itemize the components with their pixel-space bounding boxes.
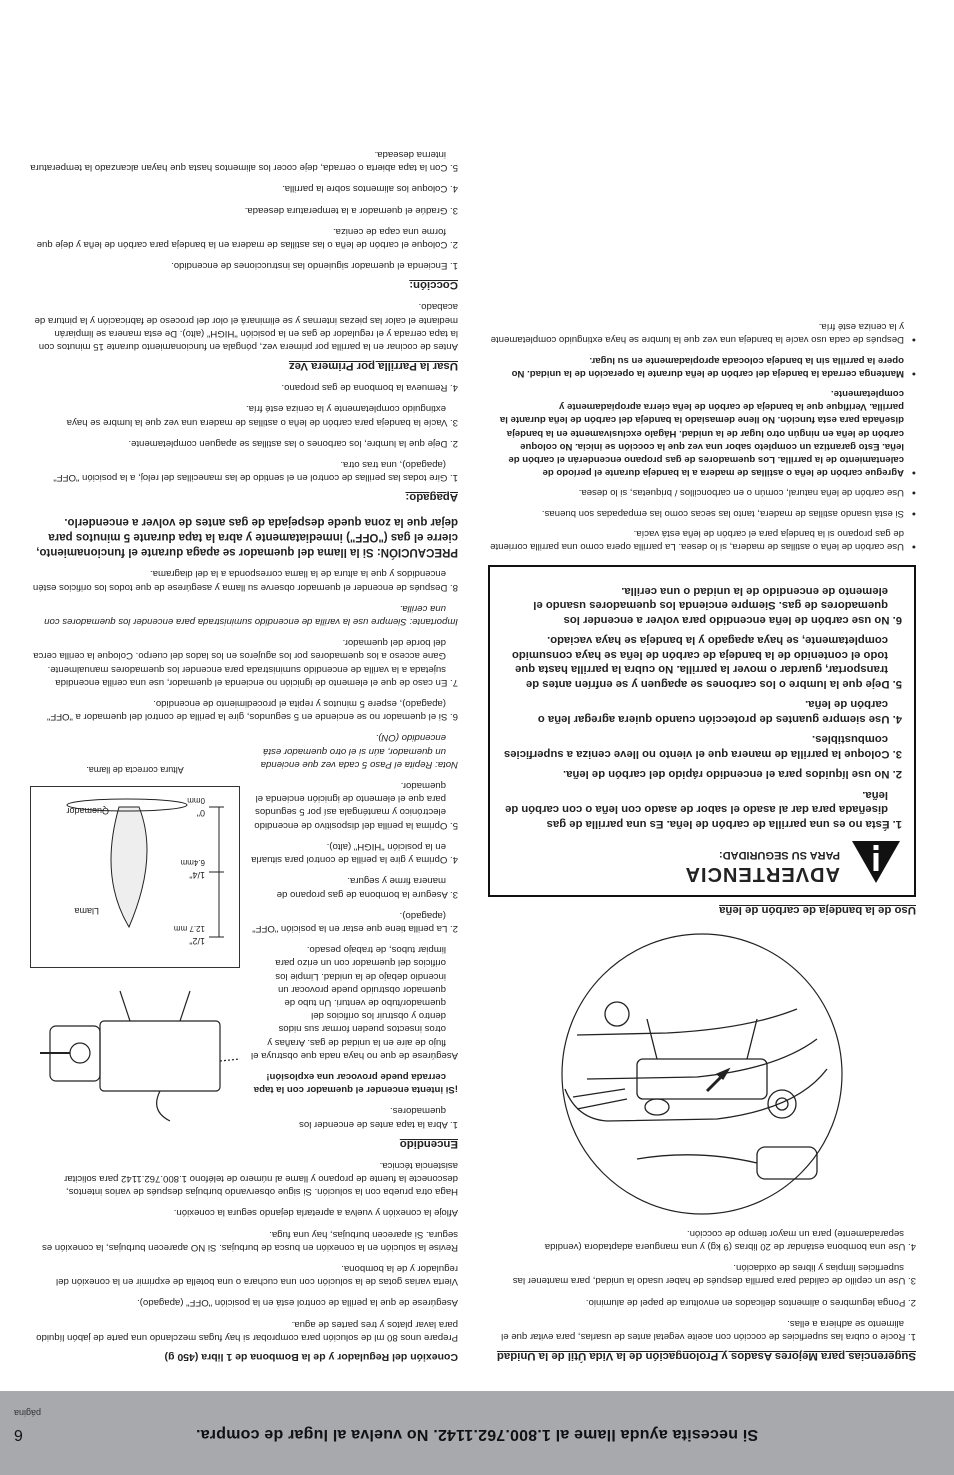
warning-triangle-icon xyxy=(850,839,902,885)
first-use-title: Usar la Parrilla por Primera Vez xyxy=(288,360,458,373)
bullet-item: ● Agregue carbón de leña o astillas de madera a la bandeja durante el período de calentamiento de la parrilla. Los quemadores de gas propano encenderán el carbón de leña. Esto garantiza un completo sabor una vez que la cocción se inicia. No coloque carbón de leña en ningún otro lugar de la unidad. Hágalo exclusivamente en la bandeja diseñada para esta función. No llene demasiado la bandeja del carbón de leña durante la parrilla. Verifique que la bandeja de carbón de leña cierra apropiadamente y completamente. xyxy=(488,387,916,479)
off-step: 4. Remueva la bombona de gas propano. xyxy=(281,382,458,394)
help-banner xyxy=(0,1391,954,1475)
cooking-step: 4. Coloque los alimentos sobre la parrilla. xyxy=(282,183,458,195)
connection-paragraph: Asegúrese de que la perilla de control está en la posición "OFF" (apagado). xyxy=(137,1297,458,1309)
warning-item: 2. No use líquidos para el encendido rápido del carbón de leña. xyxy=(563,768,902,781)
cooking-step: 2. Coloque el carbón de leña o las astillas de madera en la bandeja para carbón de leña y deje que forme una capa de ceniza. xyxy=(36,225,458,251)
charcoal-tray-illustration xyxy=(547,929,857,1219)
warning-box xyxy=(488,565,916,897)
lighting-note: Nota: Repita el Paso 5 cada vez que encienda un quemador, aún si el otro quemador está encendido (ON). xyxy=(260,732,458,770)
cooking-title: Cocción: xyxy=(409,279,458,292)
lighting-step: 2. La perilla tiene que estar en la posición "OFF" (apagado). xyxy=(252,909,458,934)
bullet-item: ● Mantenga cerrada la bandeja del carbón de leña durante la operación de la unidad. No opere la parrilla sin la bandeja colocada apropiadamente en su lugar. xyxy=(488,353,916,379)
height-label-mm: 0mm xyxy=(187,796,205,806)
height-label: 0" xyxy=(196,808,205,819)
tip-item: 4. Use una bombona estándar de 20 libras (9 kg) y una manguera adaptadora (vendida separadamente) para un mayor tiempo de cocción. xyxy=(544,1227,916,1252)
lighting-step: Asegúrese de que no haya nada que obstruya el flujo de aire en la unidad de gas. Arañas y otros insectos pueden formar sus nidos dentro y obstruir los orificios del quemador/tubo de venturi. Un tubo de quemador obstruido puede provocar un incendio debajo de la unidad. Limpie los orificios del quemador con un erizo para limpiar tubos, de trabajo pesado. xyxy=(251,944,458,1061)
tray-title: Uso de la bandeja de carbón de leña xyxy=(719,903,916,916)
off-step: 1. Gire todas las perillas de control en el sentido de las manecillas del reloj, a la posición "OFF" (apagado), una tras otra. xyxy=(53,459,458,484)
right-column xyxy=(30,140,458,1363)
warning-item: 5. Deje que la lumbre o los carbones se apaguen y se enfríen antes de transportar, guardar o mover la parrilla. No cubra la parrilla hasta que todo el contenido de la bandeja de carbón de leña se haya consumido completamente, se haya apagado y la bandeja se haya vaciado. xyxy=(511,634,902,690)
help-text: Si necesita ayuda llame al 1.800.762.1142. No vuelva al lugar de compra. xyxy=(195,1426,759,1443)
page-label: página xyxy=(14,1408,42,1418)
lighting-step: 5. Oprima la perilla del dispositivo de encendido electrónico y manténgala así por 5 segundos para que el elemento de ignición encienda el quemador. xyxy=(254,780,458,831)
warning-title: ADVERTENCIA xyxy=(684,862,840,885)
tips-title: Sugerencias para Mejores Asados y Prolongación de la Vida Útil de la Unidad xyxy=(496,1350,916,1362)
warning-item: 3. Coloque la parrilla de manera que el viento no lleve ceniza a superficies combustibles. xyxy=(503,733,902,760)
warning-item: 1. Ésta no es una parrilla de carbón de leña. Es una parrilla de gas diseñada para dar al asado el sabor de asado con leña o con carbón de leña. xyxy=(505,788,902,830)
off-step: 2. Deje que la lumbre, los carbones o las astillas se apaguen completamente. xyxy=(128,437,458,449)
warning-subtitle: PARA SU SEGURIDAD: xyxy=(718,848,840,861)
cooking-step: 5. Con la tapa abierta o cerrada, deje cocer los alimentos hasta que hayan alcanzado la temperatura interna deseada. xyxy=(30,149,458,174)
connection-paragraph: Haga otra prueba con la solución. Si sigue observando burbujas después de varios intentos, desconecte la fuente de propano y llame al número de teléfono 1.800.762.1142 para solicitar asistencia técnica. xyxy=(64,1159,458,1198)
flame-height-diagram xyxy=(30,786,240,968)
lighting-figures xyxy=(30,723,240,1130)
lighting-steps xyxy=(250,723,458,1130)
connection-title: Conexión del Regulador y de la Bombona de 1 libra (450 g) xyxy=(164,1351,458,1363)
off-step: 3. Vacíe la bandeja para carbón de leña o astillas de madera una vez que la lumbre se haya extinguido completamente y la ceniza esté fría. xyxy=(66,403,458,428)
lighting-step: 7. En caso de que el elemento de ignición no encienda el quemador, use una cerilla encendida sujetada a la varilla de encendido suministrada para encender los quemadores manualmente. Gane acceso a los quemadores por los agujeros en los lados del cuerpo. Coloque la cerilla cerca del borde del quemador. xyxy=(33,637,458,688)
lighting-step: 4. Oprima y gire la perilla de control para situarla en la posición "HIGH" (alto). xyxy=(251,840,458,866)
burner-label: Quemador xyxy=(66,806,109,817)
tray-bullets xyxy=(488,320,916,553)
tip-item: 3. Use un cepillo de calidad para parrilla después de haber usado la unidad, para mantener las superficies limpias y libres de oxidación. xyxy=(512,1262,916,1287)
first-use-paragraph: Antes de cocinar en la parrilla por primera vez, póngala en funcionamiento durante 15 minutos con la tapa cerrada y el regulador de gas en la posición "HIGH" (alto). De esta manera se limpiarán mediante el calor las piezas internas y se eliminará el olor del proceso de fabricación y la pintura de acabado. xyxy=(34,301,458,353)
left-column xyxy=(488,313,916,1363)
lighting-step: 8. Después de encender el quemador observe su llama y asegúrese de que todos los orificios estén encendidos y que la altura de la llama corresponda a la del diagrama. xyxy=(32,568,458,593)
height-label-mm: 12.7 mm xyxy=(173,924,205,934)
flame-label: Llama xyxy=(74,906,99,917)
lighting-step: ¡Si intenta encender el quemador con la tapa cerrada puede provocar una explosión! xyxy=(253,1070,458,1096)
bullet-item: ● Use carbón de leña natural, común o en carboncillos / briquetas, si lo desea. xyxy=(488,486,916,499)
connection-paragraph: Revise la solución en la conexión en busca de burbujas. Si NO aparecen burbujas, la conexión es segura. Si aparecen burbujas, hay una fuga. xyxy=(42,1228,458,1253)
bullet-item: ● Si está usando astillas de madera, tanto las secas como las empapadas son buenas. xyxy=(488,506,916,519)
height-label-mm: 6.4mm xyxy=(180,858,205,868)
lighting-important: Importante: Siempre use la varilla de encendido suministrada para encender los quemadores con una cerilla. xyxy=(44,602,458,628)
flame-caption: Altura correcta de llama. xyxy=(86,765,184,776)
lighting-title: Encendido xyxy=(399,1137,458,1150)
page-number: 6 xyxy=(14,1426,23,1443)
tip-item: 2. Ponga legumbres o alimentos delicados en envoltura de papel de aluminio. xyxy=(585,1296,916,1308)
connection-paragraph: Prepare unos 80 ml de solución para comprobar si hay fugas mezclando una parte de jabón líquido para lavar platos y tres partes de agua. xyxy=(36,1318,458,1343)
bullet-item: ● Use carbón de leña o astillas de madera, si lo desea. La parrilla opera como una parrilla corriente de gas propano si la bandeja para el carbón de leña está vacía. xyxy=(488,527,916,553)
connection-paragraph: Vierta varias gotas de la solución con una cuchara o una botella de exprimir en la conexión del regulador y de la bombona. xyxy=(56,1262,458,1288)
height-label: 1/4" xyxy=(189,870,205,881)
lighting-step: 3. Asegure la bombona de gas propano de manera firme y segura. xyxy=(276,875,458,900)
tip-item: 1. Rocíe o cubra las superficies de cocción con aceite vegetal antes de usarlas, para evitar que el alimento se adhiera a ellas. xyxy=(501,1317,916,1342)
lighting-step: 1. Abra la tapa antes de encender los quemadores. xyxy=(299,1105,458,1130)
cooking-step: 1. Encienda el quemador siguiendo las instrucciones de encendido. xyxy=(171,260,458,272)
connection-paragraph: Afloje la conexión y vuelva a apretarla dejando segura la conexión. xyxy=(173,1207,458,1219)
caution-text: PRECAUCIÓN: Si la llama del quemador se apaga durante el funcionamiento, cierre el gas ("OFF") inmediatamente y abra la tapa durante 5 minutos para dejar que la zona quede despejada de gas antes de volver a encenderlo. xyxy=(36,516,458,559)
warning-item: 4. Use siempre guantes de protección cuando quiera agregar leña o carbón de leña. xyxy=(537,698,902,725)
cooking-step: 3. Gradúe el quemador a la temperatura deseada. xyxy=(244,204,458,216)
tips-list xyxy=(488,1227,916,1343)
lighting-step: 6. Si el quemador no se enciende en 5 segundos, gire la perilla de control del quemador a "OFF" (apagado), espere 5 minutos y repita el procedimiento de encendido. xyxy=(46,698,458,723)
bullet-item: ● Después de cada uso vacíe la bandeja una vez que la lumbre se haya extinguido completamente y la ceniza esté fría. xyxy=(488,320,916,346)
height-label: 1/2" xyxy=(189,936,205,947)
warning-item: 6. No use carbón de leña encendido para volver a encender los quemadores de gas. Siempre encienda los quemadores usando el elemento de encendido de la unidad o una cerilla. xyxy=(533,584,902,626)
off-title: Apagado: xyxy=(405,491,458,504)
burner-illustration xyxy=(30,981,240,1131)
